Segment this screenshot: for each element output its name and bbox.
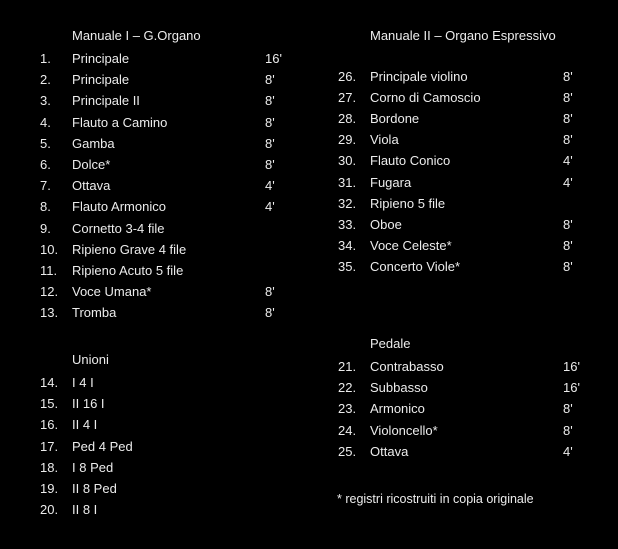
item-name: Ottava bbox=[72, 178, 111, 194]
item-number: 33. bbox=[338, 216, 357, 232]
item-number: 30. bbox=[338, 153, 357, 169]
item-number: 3. bbox=[40, 93, 51, 109]
item-name: Ripieno Acuto 5 file bbox=[72, 263, 184, 278]
coupler-row bbox=[40, 458, 240, 478]
item-number: 7. bbox=[40, 178, 51, 194]
manuale1-title: Manuale I – G.Organo bbox=[72, 28, 201, 43]
item-pitch: 8' bbox=[265, 114, 275, 130]
stop-row bbox=[338, 109, 588, 129]
item-pitch: 8' bbox=[563, 90, 573, 106]
item-pitch: 8' bbox=[563, 216, 573, 232]
stop-row bbox=[338, 236, 588, 256]
item-name: Contrabasso bbox=[370, 359, 444, 374]
item-name: Principale violino bbox=[370, 69, 468, 84]
item-pitch: 8' bbox=[265, 305, 275, 321]
stop-row bbox=[338, 421, 588, 441]
item-number: 15. bbox=[40, 396, 59, 412]
item-name: Subbasso bbox=[370, 380, 428, 396]
item-name: Oboe bbox=[370, 216, 402, 232]
coupler-row bbox=[40, 500, 240, 520]
stop-row bbox=[338, 378, 588, 398]
item-name: II 8 Ped bbox=[72, 481, 117, 496]
item-name: Voce Celeste* bbox=[370, 237, 452, 253]
item-name: Voce Umana* bbox=[72, 284, 152, 300]
item-pitch: 4' bbox=[265, 199, 275, 215]
item-pitch: 8' bbox=[265, 135, 275, 151]
item-pitch: 8' bbox=[563, 401, 573, 417]
stop-row bbox=[40, 70, 290, 90]
stop-row bbox=[40, 49, 290, 69]
item-name: Principale bbox=[72, 51, 130, 66]
item-name: Concerto Viole* bbox=[370, 258, 461, 274]
stop-row bbox=[40, 303, 290, 323]
item-number: 34. bbox=[338, 237, 357, 253]
item-name: I 8 Ped bbox=[72, 459, 114, 475]
item-pitch: 4' bbox=[265, 178, 275, 194]
item-number: 26. bbox=[338, 69, 357, 84]
manuale2-title: Manuale II – Organo Espressivo bbox=[370, 28, 556, 43]
item-number: 8. bbox=[40, 199, 51, 215]
stop-row bbox=[338, 88, 588, 108]
item-name: Bordone bbox=[370, 111, 420, 127]
item-number: 6. bbox=[40, 157, 51, 172]
item-name: Gamba bbox=[72, 135, 115, 151]
stop-row bbox=[338, 399, 588, 419]
stop-row bbox=[338, 173, 588, 193]
item-pitch: 8' bbox=[265, 284, 275, 300]
item-number: 4. bbox=[40, 114, 51, 130]
item-number: 18. bbox=[40, 459, 59, 475]
stop-row bbox=[40, 240, 290, 260]
coupler-row bbox=[40, 415, 240, 435]
item-number: 28. bbox=[338, 111, 357, 127]
item-number: 11. bbox=[40, 263, 58, 278]
item-name: Viola bbox=[370, 132, 399, 148]
item-pitch: 8' bbox=[265, 72, 275, 88]
item-pitch: 16' bbox=[265, 51, 282, 66]
item-number: 22. bbox=[338, 380, 357, 396]
item-pitch: 8' bbox=[563, 422, 573, 438]
pedale-title: Pedale bbox=[370, 336, 411, 351]
stop-row bbox=[40, 282, 290, 302]
item-number: 17. bbox=[40, 438, 59, 454]
item-name: II 8 I bbox=[72, 502, 98, 518]
item-number: 20. bbox=[40, 502, 59, 518]
item-name: Principale II bbox=[72, 93, 140, 109]
item-number: 25. bbox=[338, 443, 357, 459]
item-name: Fugara bbox=[370, 174, 412, 190]
item-number: 32. bbox=[338, 195, 357, 211]
item-pitch: 8' bbox=[563, 237, 573, 253]
item-number: 9. bbox=[40, 220, 51, 236]
item-pitch: 16' bbox=[563, 380, 580, 396]
stop-row bbox=[40, 155, 290, 175]
item-pitch: 8' bbox=[265, 93, 275, 109]
coupler-row bbox=[40, 479, 240, 499]
item-name: Cornetto 3-4 file bbox=[72, 220, 165, 236]
item-number: 13. bbox=[40, 305, 59, 321]
item-number: 29. bbox=[338, 132, 357, 148]
item-name: Principale bbox=[72, 72, 130, 88]
item-name: Flauto Conico bbox=[370, 153, 451, 169]
item-name: Armonico bbox=[370, 401, 425, 417]
item-number: 23. bbox=[338, 401, 357, 417]
stop-row bbox=[338, 442, 588, 462]
item-name: II 4 I bbox=[72, 417, 98, 433]
item-number: 35. bbox=[338, 258, 357, 274]
item-name: Ripieno Grave 4 file bbox=[72, 241, 187, 257]
stop-row bbox=[338, 151, 588, 171]
item-pitch: 8' bbox=[563, 132, 573, 148]
item-number: 31. bbox=[338, 174, 357, 190]
stop-row bbox=[338, 357, 588, 377]
coupler-row bbox=[40, 437, 240, 457]
stop-row bbox=[338, 67, 588, 87]
item-name: Violoncello* bbox=[370, 422, 438, 438]
stop-row bbox=[40, 261, 290, 281]
item-pitch: 4' bbox=[563, 153, 573, 169]
coupler-row bbox=[40, 373, 240, 393]
item-number: 16. bbox=[40, 417, 59, 433]
item-name: Flauto a Camino bbox=[72, 114, 168, 130]
item-name: Ottava bbox=[370, 443, 409, 459]
item-number: 24. bbox=[338, 422, 357, 438]
item-number: 10. bbox=[40, 241, 59, 257]
item-name: Flauto Armonico bbox=[72, 199, 166, 215]
item-pitch: 8' bbox=[563, 69, 573, 84]
item-pitch: 8' bbox=[563, 111, 573, 127]
item-pitch: 4' bbox=[563, 443, 573, 459]
item-pitch: 8' bbox=[265, 157, 275, 172]
item-name: Tromba bbox=[72, 305, 117, 321]
stop-row bbox=[338, 215, 588, 235]
item-name: II 16 I bbox=[72, 396, 105, 412]
item-pitch: 4' bbox=[563, 174, 573, 190]
stop-row bbox=[40, 91, 290, 111]
stop-row bbox=[40, 176, 290, 196]
item-number: 27. bbox=[338, 90, 357, 106]
item-number: 21. bbox=[338, 359, 357, 374]
stop-row bbox=[40, 219, 290, 239]
item-name: Corno di Camoscio bbox=[370, 90, 481, 106]
coupler-row bbox=[40, 394, 240, 414]
stop-row bbox=[338, 194, 588, 214]
item-number: 2. bbox=[40, 72, 51, 88]
unioni-title: Unioni bbox=[72, 352, 109, 367]
item-pitch: 16' bbox=[563, 359, 580, 374]
stop-row bbox=[40, 134, 290, 154]
item-number: 5. bbox=[40, 135, 51, 151]
stop-row bbox=[40, 113, 290, 133]
stop-row bbox=[40, 197, 290, 217]
item-name: Dolce* bbox=[72, 157, 111, 172]
item-name: I 4 I bbox=[72, 375, 94, 390]
item-name: Ped 4 Ped bbox=[72, 438, 133, 454]
item-number: 1. bbox=[40, 51, 51, 66]
item-pitch: 8' bbox=[563, 258, 573, 274]
item-name: Ripieno 5 file bbox=[370, 195, 446, 211]
item-number: 19. bbox=[40, 481, 59, 496]
footnote: * registri ricostruiti in copia originale bbox=[337, 492, 534, 506]
item-number: 12. bbox=[40, 284, 59, 300]
stop-row bbox=[338, 130, 588, 150]
stop-row bbox=[338, 257, 588, 277]
item-number: 14. bbox=[40, 375, 59, 390]
